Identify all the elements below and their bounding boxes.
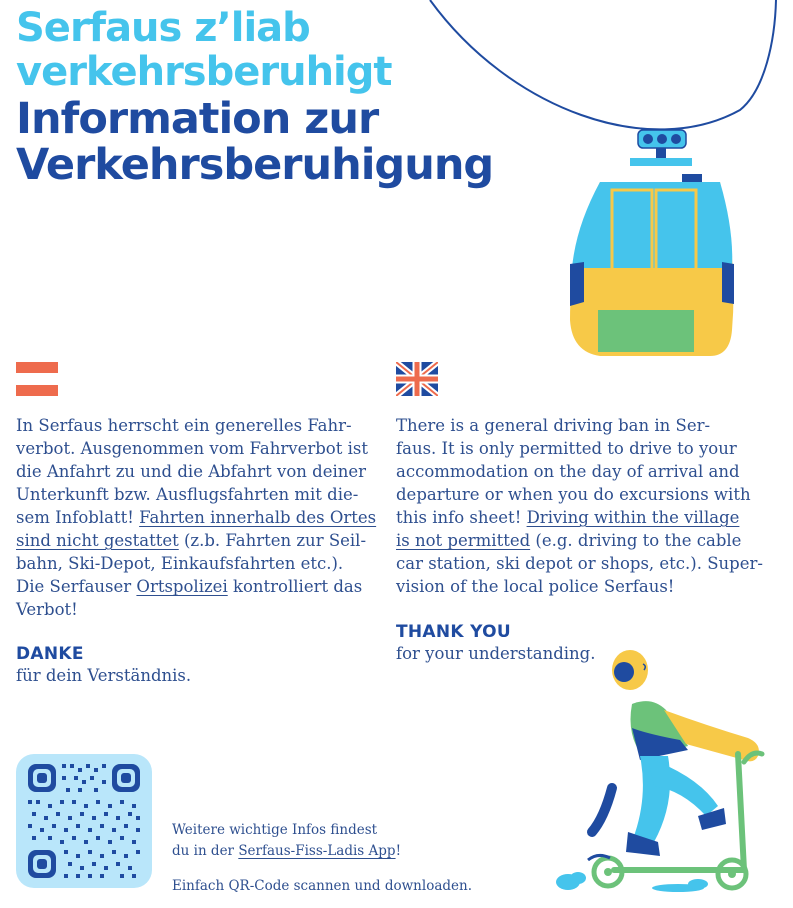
ortspolizei-label: Ortspolizei bbox=[136, 577, 228, 596]
app-link[interactable]: Serfaus-Fiss-Ladis App bbox=[238, 843, 396, 859]
thank-you-subtext: for your understanding. bbox=[396, 644, 596, 663]
german-line: Verbot! bbox=[16, 600, 78, 619]
german-line: Unterkunft bzw. Ausflugsfahrten mit die- bbox=[16, 485, 359, 504]
austria-flag-icon bbox=[16, 362, 58, 396]
thank-you-heading: THANK YOU bbox=[396, 622, 511, 642]
footer-text bbox=[172, 820, 532, 897]
qr-code-image[interactable] bbox=[16, 754, 152, 888]
english-line: departure or when you do excursions with bbox=[396, 485, 751, 504]
footer-line-2: du in der Serfaus-Fiss-Ladis App! bbox=[172, 843, 401, 859]
german-line: sind nicht gestattet (z.b. Fahrten zur Seil- bbox=[16, 531, 367, 550]
german-line: In Serfaus herrscht ein generelles Fahr- bbox=[16, 416, 352, 435]
danke-heading: DANKE bbox=[16, 644, 84, 664]
headline-line-4: Verkehrsberuhigung bbox=[16, 140, 494, 190]
no-driving-notice-en: Driving within the village bbox=[526, 508, 740, 527]
german-line: die Anfahrt zu und die Abfahrt von deiner bbox=[16, 462, 367, 481]
english-line: car station, ski depot or shops, etc.). Super- bbox=[396, 554, 763, 573]
scooter-rider-illustration bbox=[548, 646, 788, 902]
english-line: faus. It is only permitted to drive to your bbox=[396, 439, 737, 458]
not-permitted-notice-de: sind nicht gestattet bbox=[16, 531, 179, 550]
gondola-base-panel bbox=[598, 310, 694, 352]
footer-line-3: Einfach QR-Code scannen und downloaden. bbox=[172, 878, 472, 894]
english-line: accommodation on the day of arrival and bbox=[396, 462, 740, 481]
german-line: verbot. Ausgenommen vom Fahrverbot ist bbox=[16, 439, 368, 458]
scooter-stem bbox=[738, 754, 744, 870]
headline-line-1: Serfaus z’liab bbox=[16, 5, 310, 51]
uk-flag-icon bbox=[396, 362, 438, 396]
german-line: bahn, Ski-Depot, Einkaufsfahrten etc.). bbox=[16, 554, 344, 573]
danke-subtext: für dein Verständnis. bbox=[16, 666, 192, 685]
english-line: vision of the local police Serfaus! bbox=[396, 577, 675, 596]
german-line: sem Infoblatt! Fahrten innerhalb des Ortes bbox=[16, 508, 377, 527]
cable-line bbox=[430, 0, 776, 129]
gondola-illustration bbox=[420, 0, 793, 360]
english-line: this info sheet! Driving within the village bbox=[396, 508, 740, 527]
not-permitted-notice-en: is not permitted bbox=[396, 531, 531, 550]
no-driving-notice-de: Fahrten innerhalb des Ortes bbox=[139, 508, 377, 527]
english-text-block bbox=[396, 414, 786, 598]
english-line: There is a general driving ban in Ser- bbox=[396, 416, 711, 435]
english-line: is not permitted (e.g. driving to the cable bbox=[396, 531, 742, 550]
headline-line-2: verkehrsberuhigt bbox=[16, 49, 392, 95]
headline-line-3: Information zur bbox=[16, 94, 379, 144]
footer-line-1: Weitere wichtige Infos findest bbox=[172, 822, 378, 838]
german-line: Die Serfauser Ortspolizei kontrolliert das bbox=[16, 577, 363, 596]
german-text-block bbox=[16, 414, 391, 621]
